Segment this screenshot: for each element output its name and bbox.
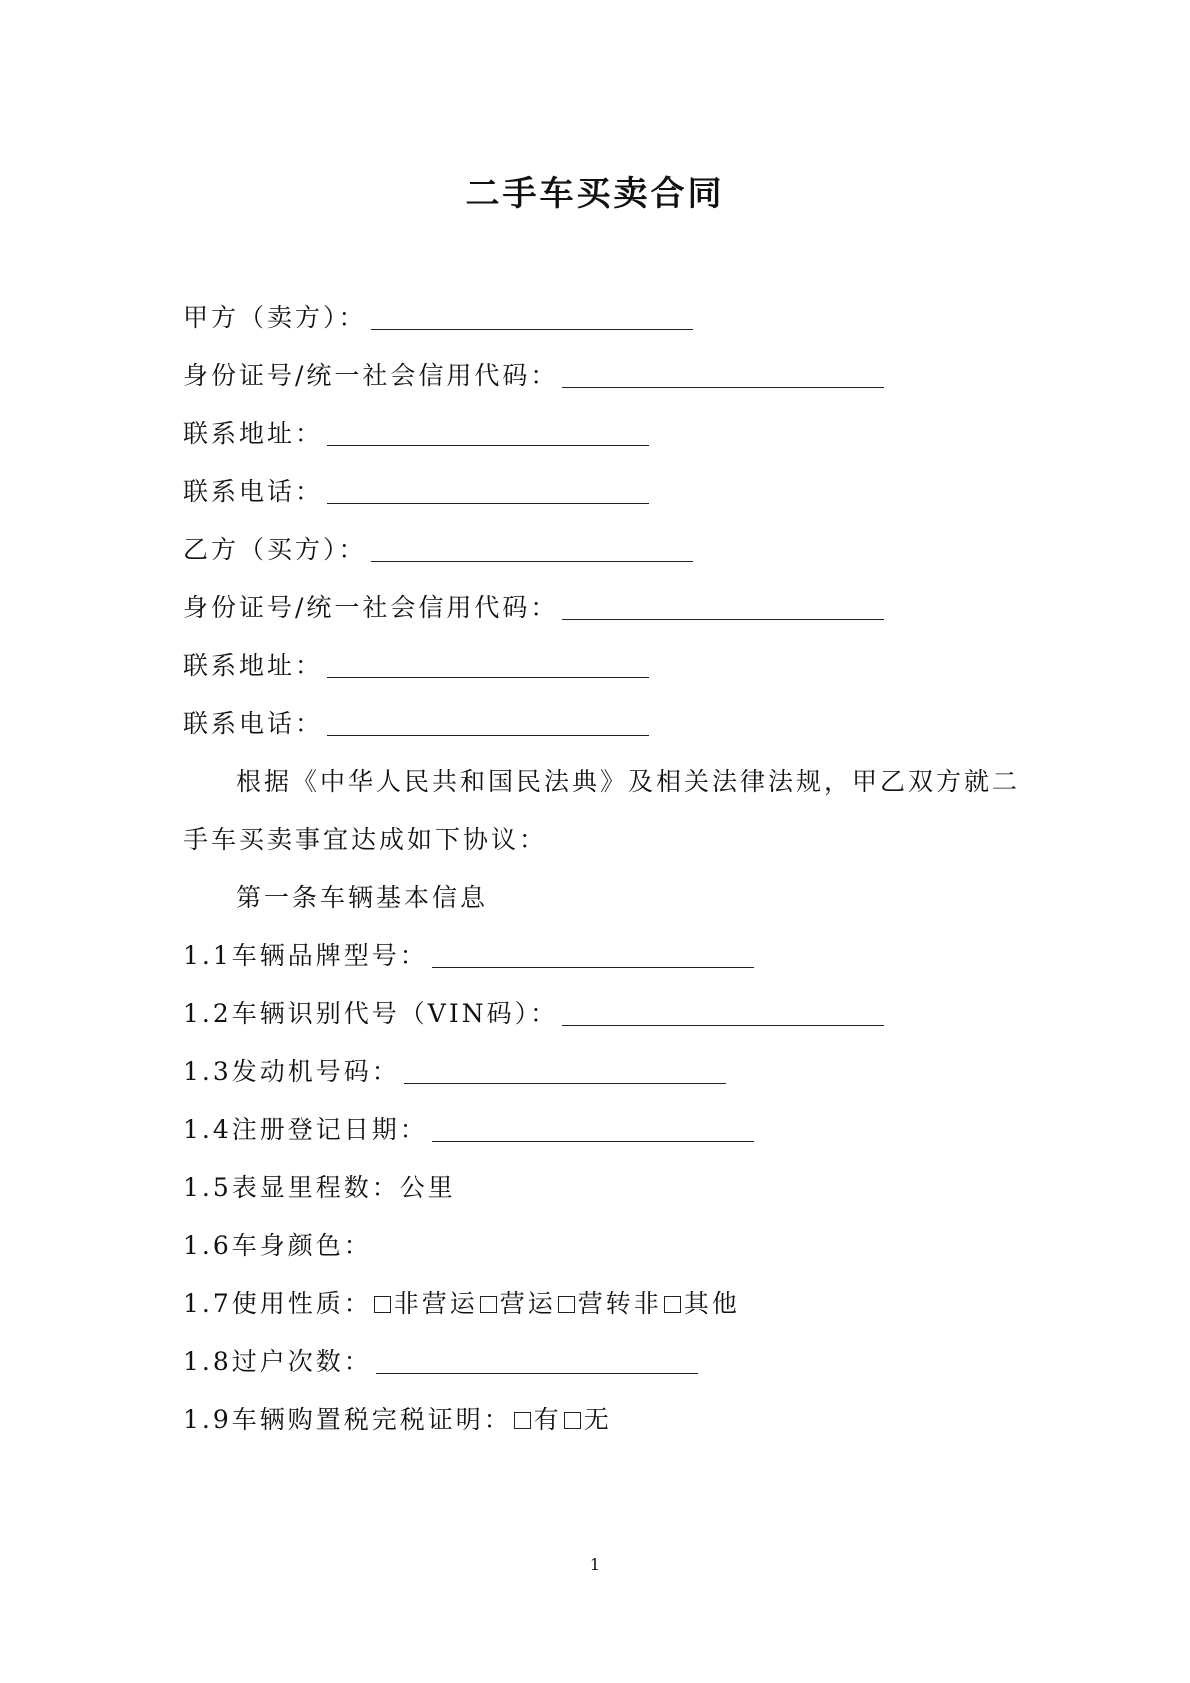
- party-a-name-blank[interactable]: [371, 307, 693, 330]
- party-a-id-line: [183, 358, 884, 394]
- non-commercial-checkbox[interactable]: [374, 1296, 391, 1313]
- party-b-phone-blank[interactable]: [327, 713, 649, 736]
- party-b-address-blank[interactable]: [327, 655, 649, 678]
- party-a-id-label: 身份证号/统一社会信用代码：: [183, 361, 559, 390]
- party-a-name-line: [183, 300, 693, 336]
- party-a-phone-line: [183, 474, 649, 510]
- item-1-4-line: [183, 1112, 754, 1148]
- item-1-2-blank[interactable]: [562, 1003, 884, 1026]
- preamble-line-2: 手车买卖事宜达成如下协议：: [183, 825, 548, 854]
- party-a-label: 甲方（卖方）：: [183, 303, 367, 332]
- item-1-7-label: 1.7使用性质：: [183, 1289, 372, 1318]
- has-certificate-checkbox[interactable]: [514, 1412, 531, 1429]
- party-b-name-line: [183, 532, 693, 568]
- item-1-2-line: [183, 996, 884, 1032]
- party-b-label: 乙方（买方）：: [183, 535, 367, 564]
- preamble-line-1: 根据《中华人民共和国民法典》及相关法律法规，甲乙双方就二: [236, 767, 1021, 796]
- item-1-8-line: [183, 1344, 698, 1380]
- item-1-5-line: 1.5表显里程数：公里: [183, 1173, 456, 1202]
- party-a-phone-blank[interactable]: [327, 481, 649, 504]
- party-b-phone-line: [183, 706, 649, 742]
- commercial-checkbox[interactable]: [480, 1296, 497, 1313]
- article-1-heading: 第一条车辆基本信息: [236, 883, 489, 912]
- item-1-6-line: 1.6车身颜色：: [183, 1231, 372, 1260]
- item-1-3-label: 1.3发动机号码：: [183, 1057, 400, 1086]
- item-1-3-line: [183, 1054, 726, 1090]
- converted-checkbox[interactable]: [558, 1296, 575, 1313]
- party-b-address-line: [183, 648, 649, 684]
- party-b-id-label: 身份证号/统一社会信用代码：: [183, 593, 559, 622]
- page-number: 1: [589, 1555, 601, 1574]
- item-1-1-line: [183, 938, 754, 974]
- item-1-7-line: [183, 1286, 740, 1322]
- item-1-4-label: 1.4注册登记日期：: [183, 1115, 428, 1144]
- party-b-address-label: 联系地址：: [183, 651, 324, 680]
- party-b-id-blank[interactable]: [562, 597, 884, 620]
- item-1-4-blank[interactable]: [432, 1119, 754, 1142]
- party-a-address-blank[interactable]: [327, 423, 649, 446]
- item-1-8-blank[interactable]: [376, 1351, 698, 1374]
- non-commercial-label: 非营运: [393, 1289, 478, 1318]
- commercial-label: 营运: [499, 1289, 556, 1318]
- no-certificate-label: 无: [583, 1405, 612, 1434]
- item-1-3-blank[interactable]: [404, 1061, 726, 1084]
- other-label: 其他: [683, 1289, 740, 1318]
- party-a-address-line: [183, 416, 649, 452]
- party-a-address-label: 联系地址：: [183, 419, 324, 448]
- party-a-phone-label: 联系电话：: [183, 477, 324, 506]
- item-1-8-label: 1.8过户次数：: [183, 1347, 372, 1376]
- party-a-id-blank[interactable]: [562, 365, 884, 388]
- has-certificate-label: 有: [533, 1405, 562, 1434]
- party-b-id-line: [183, 590, 884, 626]
- item-1-1-label: 1.1车辆品牌型号：: [183, 941, 428, 970]
- item-1-9-line: [183, 1402, 612, 1438]
- party-b-phone-label: 联系电话：: [183, 709, 324, 738]
- item-1-9-label: 1.9车辆购置税完税证明：: [183, 1405, 512, 1434]
- party-b-name-blank[interactable]: [371, 539, 693, 562]
- item-1-2-label: 1.2车辆识别代号（VIN码）：: [183, 999, 559, 1028]
- other-checkbox[interactable]: [664, 1296, 681, 1313]
- contract-title: 二手车买卖合同: [465, 174, 725, 214]
- item-1-1-blank[interactable]: [432, 945, 754, 968]
- no-certificate-checkbox[interactable]: [564, 1412, 581, 1429]
- converted-label: 营转非: [577, 1289, 662, 1318]
